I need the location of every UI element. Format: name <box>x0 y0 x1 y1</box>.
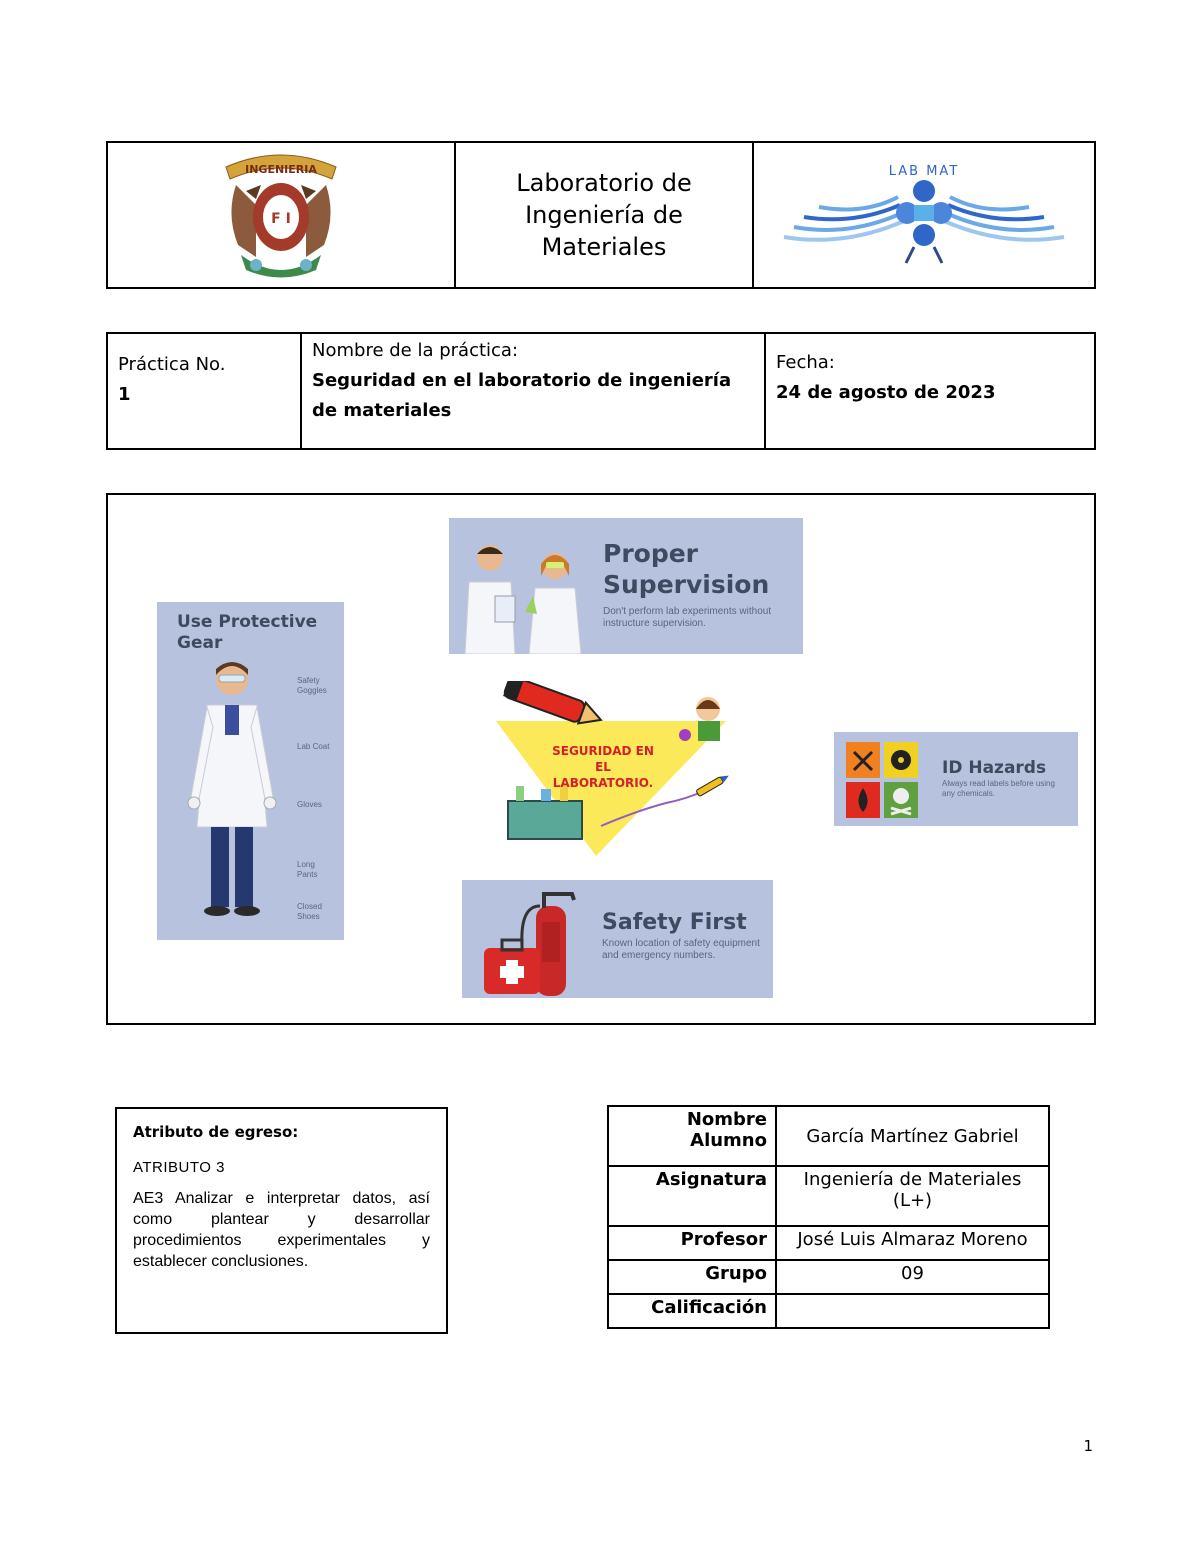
id-hazards-title: ID Hazards <box>942 758 1047 778</box>
info-key-calificacion: Calificación <box>608 1294 776 1328</box>
id-hazards-subtitle: Always read labels before using any chemicals. <box>942 779 1055 798</box>
practice-info-table <box>106 332 1096 450</box>
info-value-nombre: García Martínez Gabriel <box>776 1106 1049 1166</box>
practice-name-value: Seguridad en el laboratorio de ingeniería de materiales <box>312 370 732 421</box>
labmat-logo-cell <box>754 143 1094 287</box>
practice-number-value: 1 <box>118 384 131 405</box>
table-row <box>608 1260 1049 1294</box>
unam-logo-cell <box>108 143 456 287</box>
info-value-asignatura: Ingeniería de Materiales (L+) <box>776 1166 1049 1226</box>
table-row <box>608 1294 1049 1328</box>
practice-name-cell <box>302 334 766 448</box>
info-value-profesor: José Luis Almaraz Moreno <box>776 1226 1049 1260</box>
unam-logo-initials: F I <box>271 211 291 227</box>
lab-title <box>516 167 692 263</box>
table-row <box>608 1106 1049 1166</box>
protective-label-pants: Long Pants <box>297 860 318 879</box>
attribute-name: ATRIBUTO 3 <box>133 1159 225 1176</box>
protective-label-goggles: Safety Goggles <box>297 676 327 695</box>
safety-first-subtitle: Known location of safety equipment and emergency numbers. <box>602 938 760 961</box>
lab-title-cell <box>456 143 754 287</box>
practice-date-cell <box>766 334 1094 448</box>
practice-number-cell <box>108 334 302 448</box>
protective-label-shoes: Closed Shoes <box>297 902 322 921</box>
practice-date-value: 24 de agosto de 2023 <box>776 382 996 403</box>
first-aid-extinguisher-icon <box>480 886 590 998</box>
unam-logo-text: INGENIERIA <box>245 163 317 176</box>
proper-supervision-subtitle: Don't perform lab experiments without instructure supervision. <box>603 606 772 629</box>
protective-label-coat: Lab Coat <box>297 742 330 751</box>
info-key-grupo: Grupo <box>608 1260 776 1294</box>
practice-date-label: Fecha: <box>776 352 835 373</box>
scientists-icon <box>455 536 595 654</box>
proper-supervision-image <box>449 518 803 654</box>
info-key-asignatura: Asignatura <box>608 1166 776 1226</box>
safety-first-image <box>462 880 773 998</box>
labmat-logo <box>774 155 1074 275</box>
header-table <box>106 141 1096 289</box>
table-row <box>608 1226 1049 1260</box>
info-value-calificacion[interactable] <box>776 1294 1049 1328</box>
student-info-table <box>607 1105 1050 1330</box>
id-hazards-image <box>834 732 1078 826</box>
protective-gear-title: Use Protective Gear <box>177 612 318 653</box>
attribute-text: AE3 Analizar e interpretar datos, así como plantear y desarrollar procedimientos experimentales y establecer conclusiones. <box>133 1190 430 1270</box>
scientist-figure-icon <box>167 657 297 927</box>
practice-number-label: Práctica No. <box>118 354 226 375</box>
page-number: 1 <box>1083 1437 1093 1455</box>
practice-name-label: Nombre de la práctica: <box>312 340 519 361</box>
table-row <box>608 1166 1049 1226</box>
info-value-grupo: 09 <box>776 1260 1049 1294</box>
unam-fi-logo <box>216 145 346 285</box>
labmat-logo-text: LAB MAT <box>888 164 960 179</box>
info-key-profesor: Profesor <box>608 1226 776 1260</box>
safety-first-title: Safety First <box>602 910 747 935</box>
protective-label-gloves: Gloves <box>297 800 322 809</box>
attribute-heading: Atributo de egreso: <box>133 1123 299 1141</box>
lab-title-line-1: Laboratorio de <box>516 169 692 197</box>
lab-title-line-3: Materiales <box>541 233 667 261</box>
protective-gear-image <box>157 602 344 940</box>
lab-title-line-2: Ingeniería de <box>525 201 683 229</box>
info-key-nombre: Nombre Alumno <box>608 1106 776 1166</box>
attribute-box <box>115 1107 448 1334</box>
safety-images-box <box>106 493 1096 1025</box>
proper-supervision-title: Proper Supervision <box>603 539 770 599</box>
seguridad-title: SEGURIDAD EN EL LABORATORIO. <box>552 744 654 790</box>
seguridad-laboratorio-image <box>486 681 736 861</box>
hazard-symbols-icon <box>844 740 920 820</box>
